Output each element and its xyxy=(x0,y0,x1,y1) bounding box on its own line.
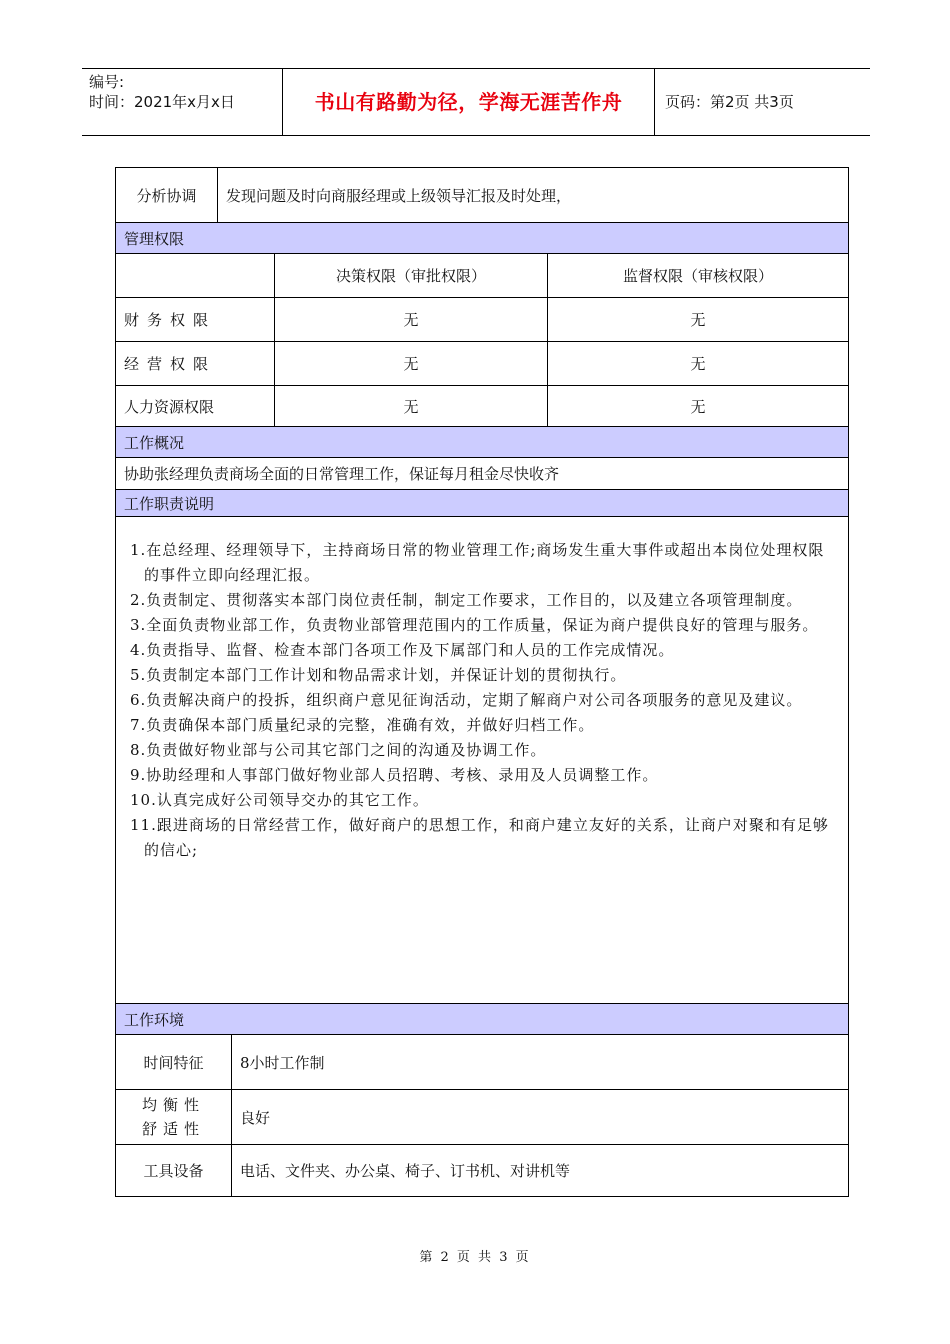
authority-row-label: 经营权限 xyxy=(124,355,217,373)
authority-row-decision: 无 xyxy=(274,386,547,426)
header-meta xyxy=(82,69,282,135)
duty-item: 4.负责指导、监督、检查本部门各项工作及下属部门和人员的工作完成情况。 xyxy=(130,641,675,659)
header-time-label: 时间：2021年x月x日 xyxy=(89,93,235,111)
duties-list xyxy=(116,538,848,863)
authority-row-decision: 无 xyxy=(274,342,547,385)
analysis-text: 发现问题及时向商服经理或上级领导汇报及时处理， xyxy=(217,168,848,222)
duty-item: 1.在总经理、经理领导下，主持商场日常的物业管理工作;商场发生重大事件或超出本岗位处理权限的事件立即向经理汇报。 xyxy=(130,541,825,584)
authority-row-hr xyxy=(116,386,848,427)
overview-row xyxy=(116,458,848,490)
duty-item: 2.负责制定、贯彻落实本部门岗位责任制，制定工作要求，工作目的，以及建立各项管理制度。 xyxy=(130,591,803,609)
duties-body xyxy=(116,517,848,1004)
authority-row-supervision: 无 xyxy=(547,298,848,341)
environment-row-label: 工具设备 xyxy=(143,1162,204,1180)
overview-section-header xyxy=(116,427,848,458)
duties-section-title: 工作职责说明 xyxy=(116,490,848,516)
job-description-table xyxy=(115,167,849,1197)
environment-row-label xyxy=(116,1090,231,1144)
environment-section-title: 工作环境 xyxy=(116,1004,848,1034)
authority-column-headers xyxy=(116,254,848,298)
authority-col-decision: 决策权限（审批权限） xyxy=(274,254,547,297)
page-header xyxy=(82,68,870,136)
overview-text: 协助张经理负责商场全面的日常管理工作，保证每月租金尽快收齐 xyxy=(124,465,560,483)
overview-section-title: 工作概况 xyxy=(116,427,848,457)
environment-section-header xyxy=(116,1004,848,1035)
page-footer: 第 2 页 共 3 页 xyxy=(419,1250,531,1265)
authority-row-operation xyxy=(116,342,848,386)
environment-row-value: 电话、文件夹、办公桌、椅子、订书机、对讲机等 xyxy=(231,1145,848,1196)
authority-col-supervision: 监督权限（审核权限） xyxy=(547,254,848,297)
authority-section-header xyxy=(116,223,848,254)
authority-section-title: 管理权限 xyxy=(116,223,848,253)
environment-row-tools xyxy=(116,1145,848,1196)
authority-row-decision: 无 xyxy=(274,298,547,341)
environment-row-label: 时间特征 xyxy=(143,1053,204,1072)
duty-item: 7.负责确保本部门质量纪录的完整，准确有效，并做好归档工作。 xyxy=(130,716,595,734)
authority-blank-cell xyxy=(116,254,274,297)
duty-item: 3.全面负责物业部工作，负责物业部管理范围内的工作质量，保证为商户提供良好的管理与服务。 xyxy=(130,616,819,634)
header-motto: 书山有路勤为径，学海无涯苦作舟 xyxy=(282,69,655,135)
environment-row-value: 良好 xyxy=(231,1090,848,1144)
environment-row-value: 8小时工作制 xyxy=(231,1035,848,1089)
duty-item: 8.负责做好物业部与公司其它部门之间的沟通及协调工作。 xyxy=(130,741,547,759)
duty-item: 9.协助经理和人事部门做好物业部人员招聘、考核、录用及人员调整工作。 xyxy=(130,766,659,784)
environment-row-time xyxy=(116,1035,848,1090)
analysis-row xyxy=(116,168,848,223)
duty-item: 11.跟进商场的日常经营工作，做好商户的思想工作，和商户建立友好的关系，让商户对聚和有足够的信心; xyxy=(130,816,829,859)
authority-row-supervision: 无 xyxy=(547,342,848,385)
header-number-label: 编号: xyxy=(89,73,125,91)
header-page-code: 页码：第2页 共3页 xyxy=(665,93,794,111)
duty-item: 10.认真完成好公司领导交办的其它工作。 xyxy=(130,791,429,809)
authority-row-label: 人力资源权限 xyxy=(124,397,215,416)
analysis-label: 分析协调 xyxy=(136,186,197,205)
authority-row-supervision: 无 xyxy=(547,386,848,426)
authority-row-label: 财务权限 xyxy=(124,311,217,329)
environment-label-line: 均衡性 xyxy=(141,1096,205,1114)
duties-section-header xyxy=(116,490,848,517)
authority-row-finance xyxy=(116,298,848,342)
environment-label-line: 舒适性 xyxy=(141,1120,205,1138)
environment-row-comfort xyxy=(116,1090,848,1145)
duty-item: 6.负责解决商户的投拆，组织商户意见征询活动，定期了解商户对公司各项服务的意见及建议。 xyxy=(130,691,803,709)
duty-item: 5.负责制定本部门工作计划和物品需求计划，并保证计划的贯彻执行。 xyxy=(130,666,627,684)
